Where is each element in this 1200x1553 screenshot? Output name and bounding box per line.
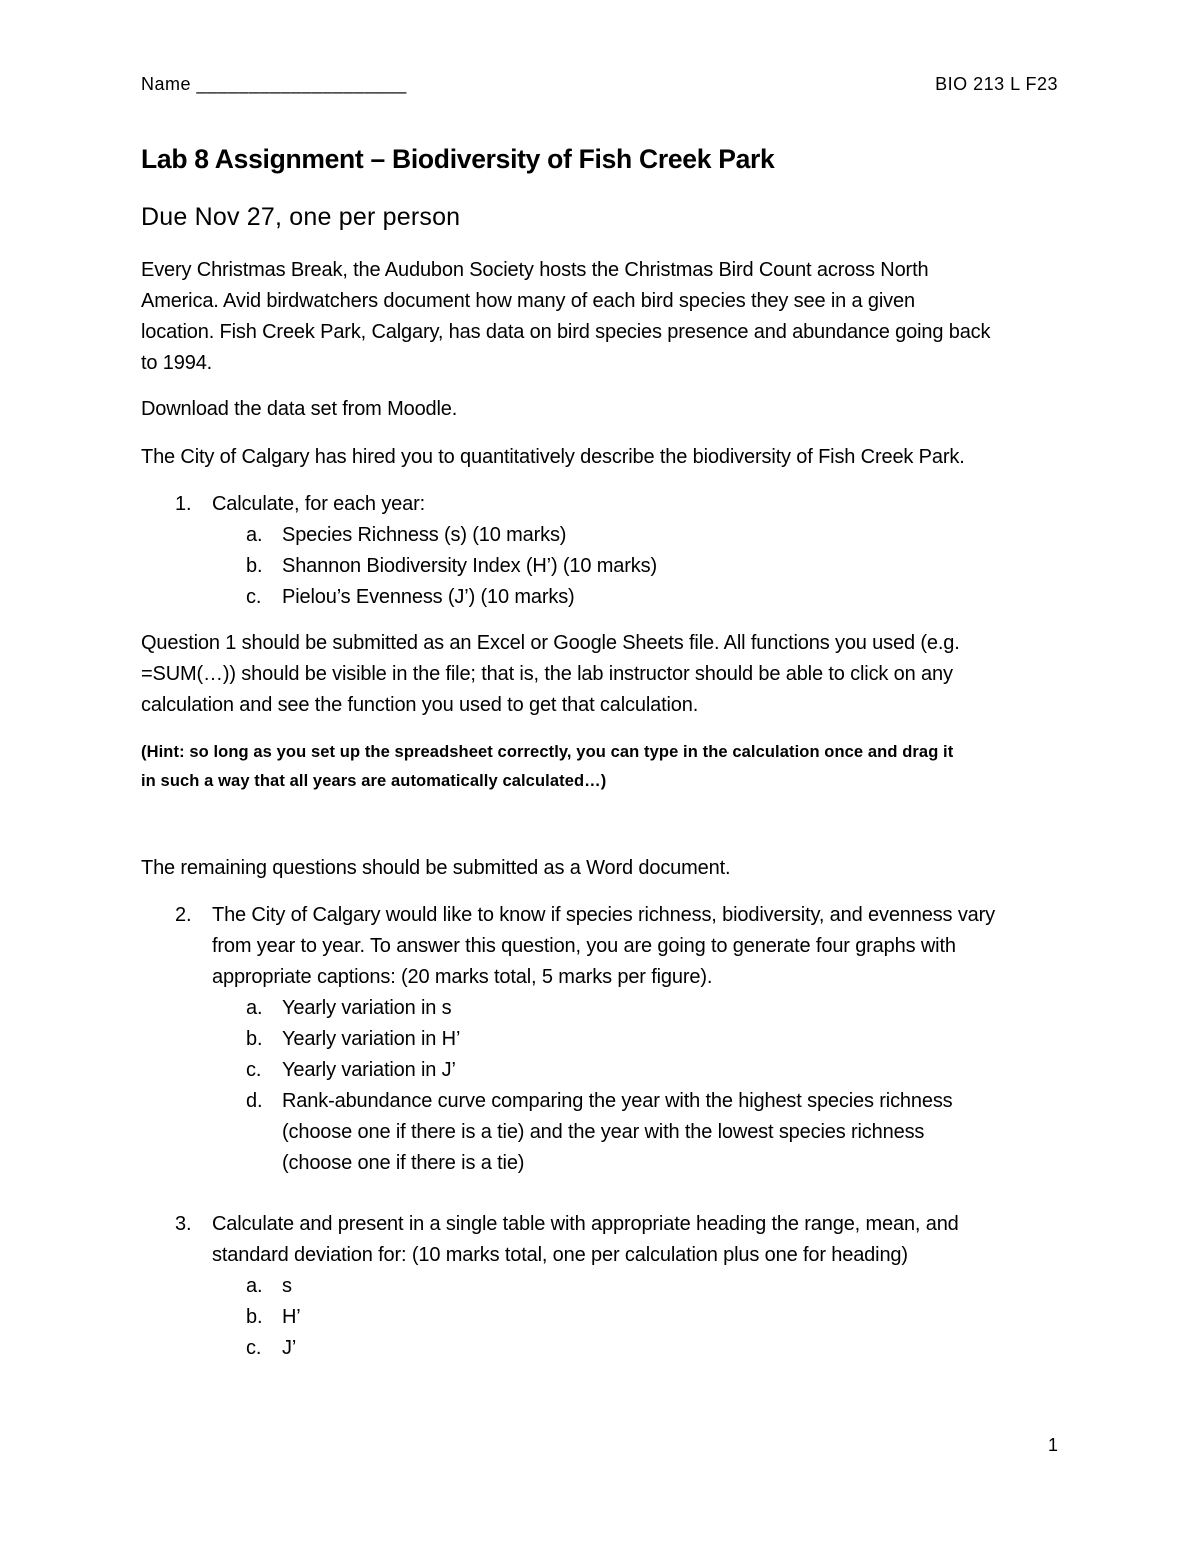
sub-item-text: (choose one if there is a tie) <box>282 1152 525 1174</box>
page-number: 1 <box>1047 1435 1058 1455</box>
sub-item-letter: b. <box>246 555 263 577</box>
sub-item-text: Yearly variation in s <box>282 997 452 1019</box>
course-code: BIO 213 L F23 <box>935 74 1058 94</box>
intro-line: America. Avid birdwatchers document how many of each bird species they see in a given <box>141 290 915 312</box>
hint-line: in such a way that all years are automatically calculated…) <box>141 772 607 790</box>
question-2 <box>0 900 1200 1180</box>
intro-line: Every Christmas Break, the Audubon Society hosts the Christmas Bird Count across North <box>141 259 929 281</box>
sub-item-text: Rank-abundance curve comparing the year with the highest species richness <box>282 1090 953 1112</box>
note-line: Question 1 should be submitted as an Excel or Google Sheets file. All functions you used (e.g. <box>141 632 960 654</box>
sub-item-text: Yearly variation in J’ <box>282 1059 456 1081</box>
question-number: 1. <box>175 493 192 515</box>
sub-item-text: Pielou’s Evenness (J’) (10 marks) <box>282 586 575 608</box>
page-title: Lab 8 Assignment – Biodiversity of Fish Creek Park <box>141 144 775 174</box>
intro-line: location. Fish Creek Park, Calgary, has data on bird species presence and abundance going back <box>141 321 991 343</box>
sub-item-text: J’ <box>282 1337 297 1359</box>
sub-item-letter: c. <box>246 1059 262 1081</box>
sub-item-text: Yearly variation in H’ <box>282 1028 461 1050</box>
sub-item-letter: a. <box>246 997 263 1019</box>
name-field-label: Name ____________________ <box>141 74 407 94</box>
intro-paragraph <box>141 255 990 379</box>
sub-item-letter: c. <box>246 1337 262 1359</box>
sub-item-letter: a. <box>246 1275 263 1297</box>
sub-item-letter: a. <box>246 524 263 546</box>
question-text: Calculate, for each year: <box>212 493 426 515</box>
sub-item-text: Shannon Biodiversity Index (H’) (10 marks) <box>282 555 657 577</box>
question-number: 3. <box>175 1213 192 1235</box>
sub-item-letter: b. <box>246 1028 263 1050</box>
question-text-line: Calculate and present in a single table with appropriate heading the range, mean, and <box>212 1213 959 1235</box>
question-text-line: appropriate captions: (20 marks total, 5 marks per figure). <box>212 966 713 988</box>
intro-line: to 1994. <box>141 352 213 374</box>
note-line: calculation and see the function you used to get that calculation. <box>141 694 699 716</box>
sub-item-letter: b. <box>246 1306 263 1328</box>
hire-statement: The City of Calgary has hired you to quantitatively describe the biodiversity of Fish Creek Park. <box>141 446 965 468</box>
note-line: =SUM(…)) should be visible in the file; that is, the lab instructor should be able to click on any <box>141 663 953 685</box>
remaining-instruction: The remaining questions should be submitted as a Word document. <box>141 857 731 879</box>
question-1 <box>0 489 1200 613</box>
sub-item-text: Species Richness (s) (10 marks) <box>282 524 567 546</box>
question-text-line: from year to year. To answer this question, you are going to generate four graphs with <box>212 935 956 957</box>
q1-submission-note <box>141 628 960 721</box>
hint-note <box>141 738 953 796</box>
sub-item-text: H’ <box>282 1306 301 1328</box>
question-text-line: standard deviation for: (10 marks total, one per calculation plus one for heading) <box>212 1244 908 1266</box>
download-instruction: Download the data set from Moodle. <box>141 398 458 420</box>
question-3 <box>0 1209 1200 1369</box>
question-text-line: The City of Calgary would like to know if species richness, biodiversity, and evenness vary <box>212 904 996 926</box>
sub-item-text: (choose one if there is a tie) and the year with the lowest species richness <box>282 1121 925 1143</box>
sub-item-letter: c. <box>246 586 262 608</box>
sub-item-text: s <box>282 1275 292 1297</box>
hint-line: (Hint: so long as you set up the spreadsheet correctly, you can type in the calculation once and drag it <box>141 743 954 761</box>
question-number: 2. <box>175 904 192 926</box>
sub-item-letter: d. <box>246 1090 263 1112</box>
page-subtitle: Due Nov 27, one per person <box>141 203 461 231</box>
